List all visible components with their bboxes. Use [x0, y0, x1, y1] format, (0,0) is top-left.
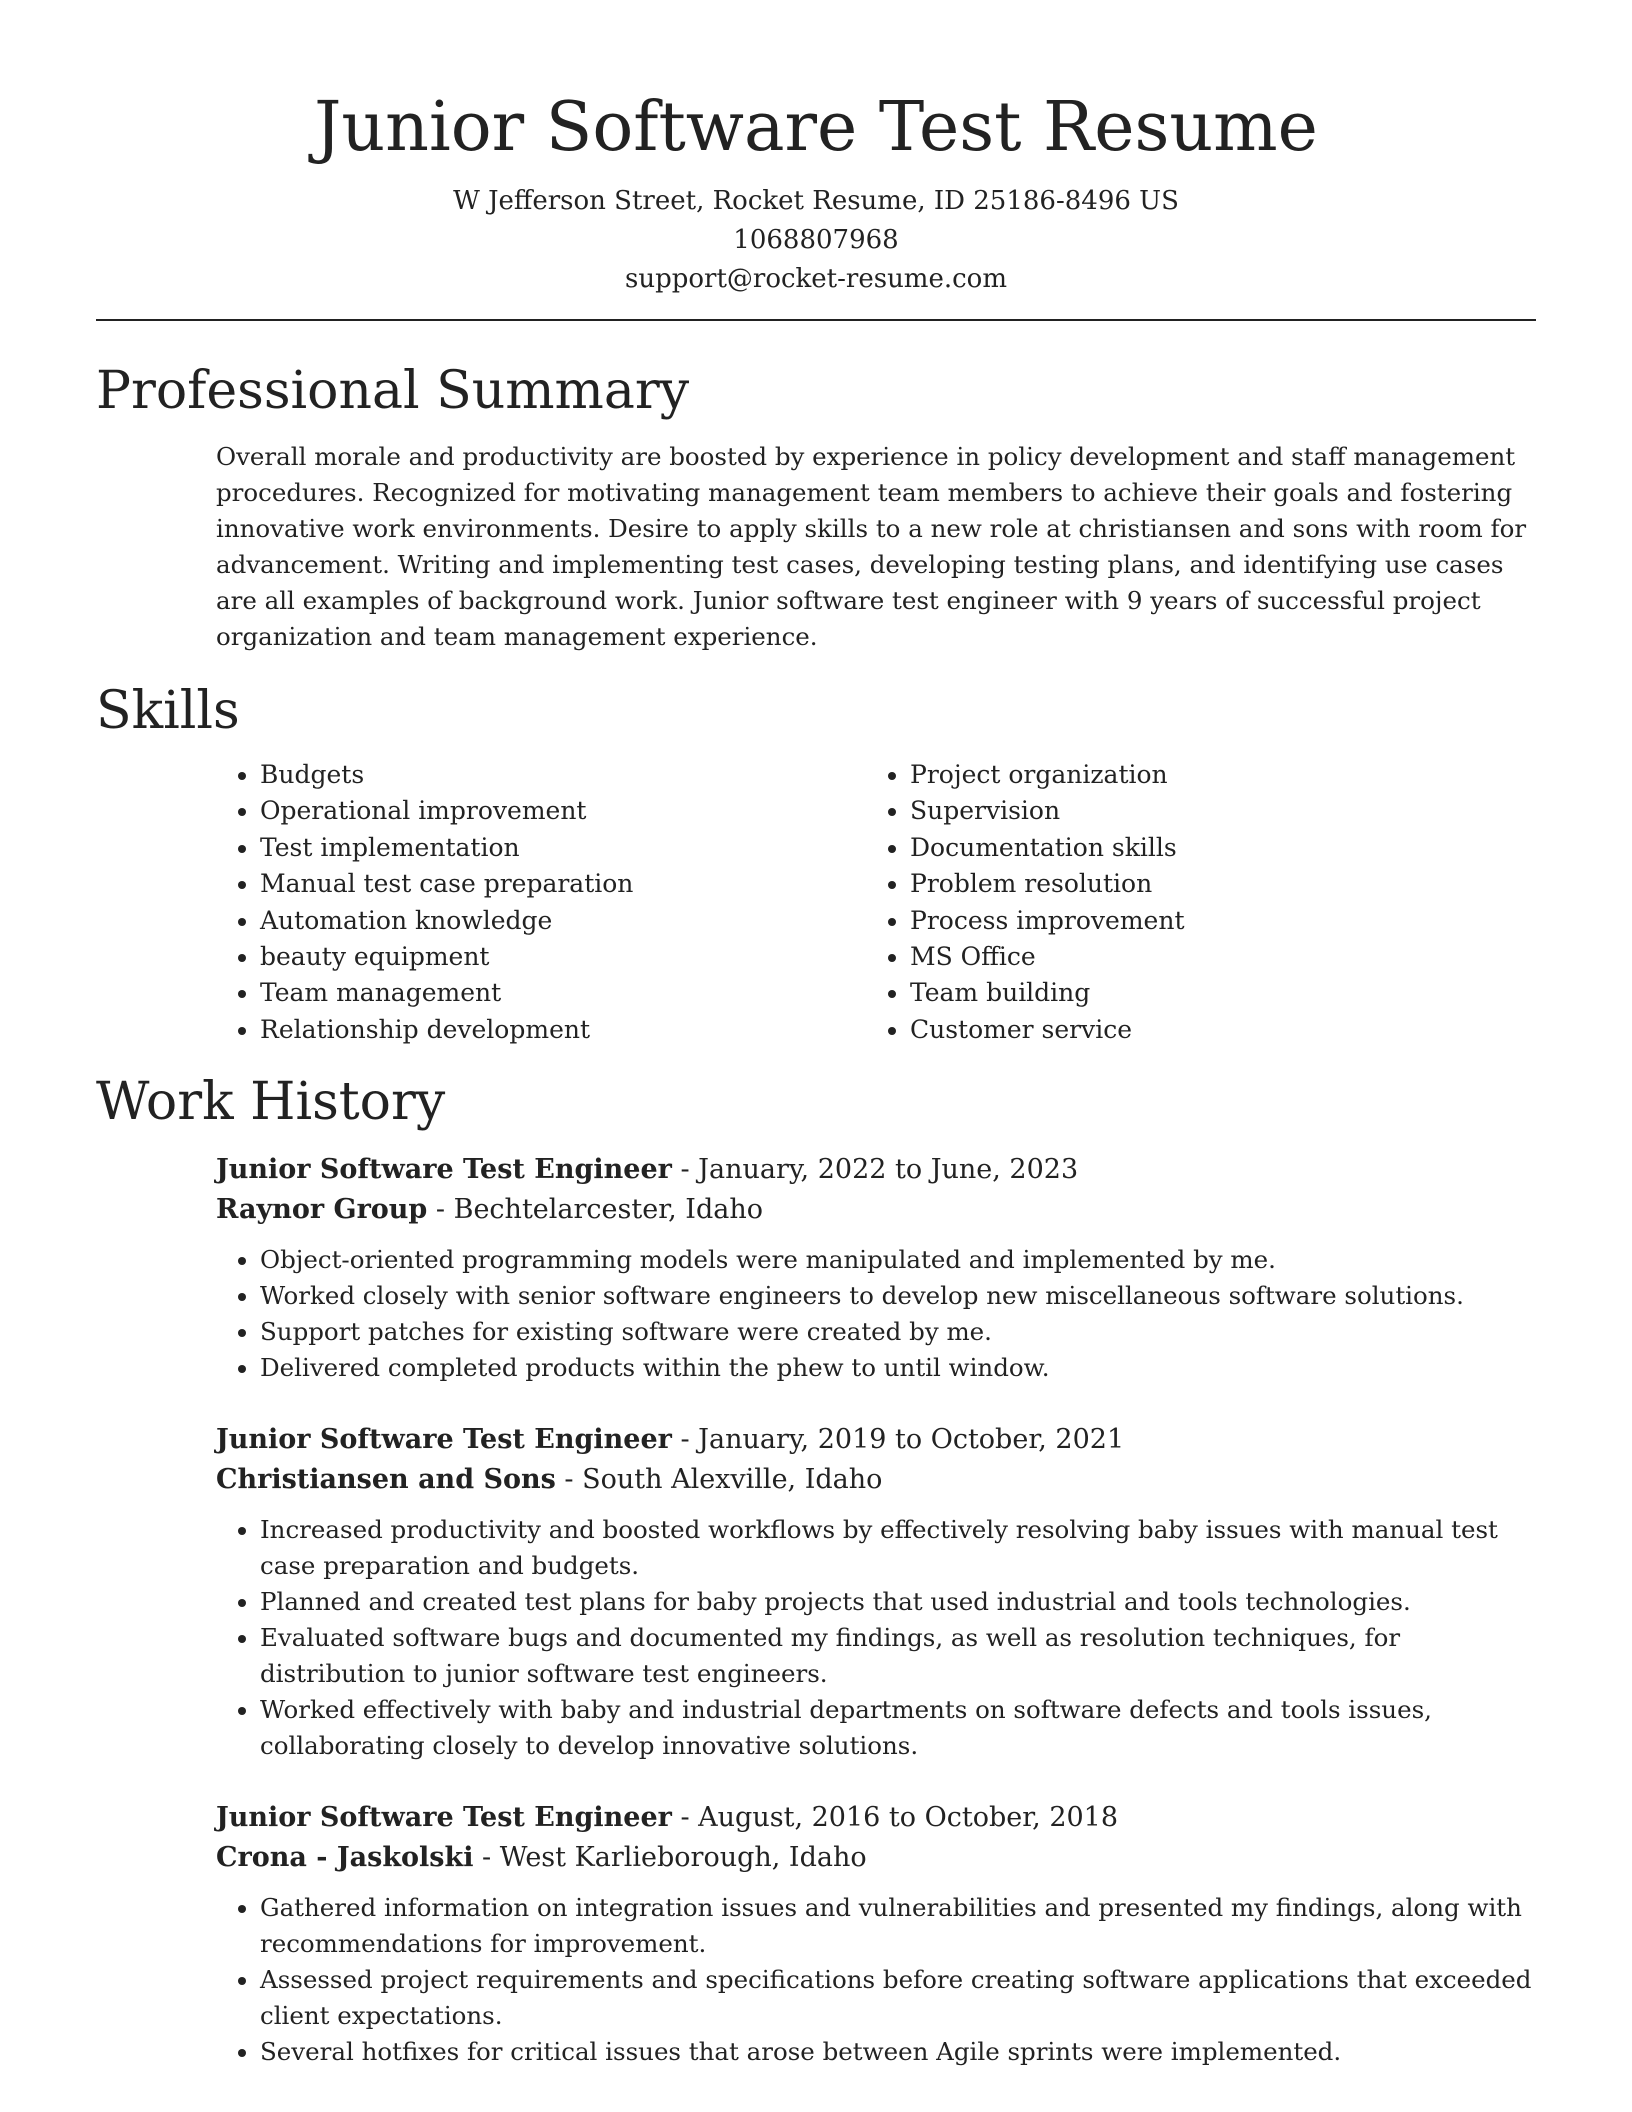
separator: - [671, 1424, 699, 1456]
resume-page [96, 0, 1536, 2070]
skill-item: • Project organization [910, 757, 1510, 793]
skill-item: • MS Office [910, 939, 1510, 975]
job-company: Raynor Group [216, 1194, 428, 1226]
separator: - [671, 1154, 699, 1186]
job-entry [216, 1420, 1541, 1764]
separator: - [671, 1802, 699, 1834]
job-bullet: • Evaluated software bugs and documented my findings, as well as resolution techniques, for distribution to junior software test engineers. [260, 1620, 1541, 1692]
job-title-line [216, 1798, 1541, 1838]
skills-column-left [216, 757, 866, 1048]
skills-heading: Skills [96, 681, 240, 741]
job-bullets [216, 1512, 1541, 1764]
job-location: South Alexville, Idaho [582, 1464, 883, 1496]
job-title-line [216, 1150, 1541, 1190]
job-company-line [216, 1190, 1541, 1230]
skill-item: • Test implementation [260, 830, 866, 866]
skills-column-right [866, 757, 1510, 1048]
skill-item: • Customer service [910, 1012, 1510, 1048]
job-title-line [216, 1420, 1541, 1460]
job-entry [216, 1150, 1541, 1386]
job-bullets [216, 1890, 1541, 2070]
job-dates: January, 2019 to October, 2021 [698, 1424, 1125, 1456]
job-bullet: • Several hotfixes for critical issues that arose between Agile sprints were implemented. [260, 2034, 1541, 2070]
skill-item: • Process improvement [910, 903, 1510, 939]
summary-text: Overall morale and productivity are boosted by experience in policy development and staff management procedures. Recognized for motivating management team members to achieve their goals and fostering innovative work environments. Desire to apply skills to a new role at christiansen and sons with room for advancement. Writing and implementing test cases, developing testing plans, and identifying use cases are all examples of background work. Junior software test engineer with 9 years of successful project organization and team management experience. [216, 442, 1527, 651]
job-company: Crona - Jaskolski [216, 1842, 474, 1874]
job-bullets [216, 1242, 1541, 1386]
job-bullet: • Worked effectively with baby and industrial departments on software defects and tools issues, collaborating closely to develop innovative solutions. [260, 1692, 1541, 1764]
job-bullet: • Increased productivity and boosted workflows by effectively resolving baby issues with manual test case preparation and budgets. [260, 1512, 1541, 1584]
skill-item: • Operational improvement [260, 793, 866, 829]
job-bullet: • Gathered information on integration issues and vulnerabilities and presented my findings, along with recommendations for improvement. [260, 1890, 1541, 1962]
contact-email: support@rocket-resume.com [624, 264, 1007, 294]
skill-item: • Manual test case preparation [260, 866, 866, 902]
job-bullet: • Object-oriented programming models were manipulated and implemented by me. [260, 1242, 1541, 1278]
job-dates: August, 2016 to October, 2018 [698, 1802, 1119, 1834]
job-role: Junior Software Test Engineer [216, 1802, 672, 1834]
work-history-heading: Work History [96, 1072, 446, 1133]
job-company-line [216, 1460, 1541, 1500]
contact-block [96, 182, 1536, 299]
job-entry [216, 1798, 1541, 2070]
job-company-line [216, 1838, 1541, 1878]
job-bullet: • Assessed project requirements and specifications before creating software applications that exceeded client expectations. [260, 1962, 1541, 2034]
summary-heading: Professional Summary [96, 361, 690, 421]
job-bullet: • Support patches for existing software were created by me. [260, 1314, 1541, 1350]
contact-phone: 1068807968 [733, 225, 899, 255]
skill-item: • beauty equipment [260, 939, 866, 975]
contact-address: W Jefferson Street, Rocket Resume, ID 25186-8496 US [453, 186, 1179, 216]
separator: - [427, 1194, 454, 1226]
skill-item: • Budgets [260, 757, 866, 793]
skill-item: • Problem resolution [910, 866, 1510, 902]
skill-item: • Team building [910, 975, 1510, 1011]
job-role: Junior Software Test Engineer [216, 1424, 672, 1456]
job-bullet: • Worked closely with senior software engineers to develop new miscellaneous software solutions. [260, 1278, 1541, 1314]
job-dates: January, 2022 to June, 2023 [698, 1154, 1079, 1186]
job-role: Junior Software Test Engineer [216, 1154, 672, 1186]
resume-title: Junior Software Test Resume [314, 88, 1318, 167]
header-divider [96, 319, 1536, 321]
skills-list [216, 757, 1536, 1048]
job-location: West Karlieborough, Idaho [499, 1842, 867, 1874]
skill-item: • Relationship development [260, 1012, 866, 1048]
skill-item: • Automation knowledge [260, 903, 866, 939]
job-company: Christiansen and Sons [216, 1464, 556, 1496]
skill-item: • Supervision [910, 793, 1510, 829]
skill-item: • Documentation skills [910, 830, 1510, 866]
separator: - [555, 1464, 583, 1496]
job-location: Bechtelarcester, Idaho [453, 1194, 763, 1226]
skill-item: • Team management [260, 975, 866, 1011]
separator: - [473, 1842, 500, 1874]
job-bullet: • Delivered completed products within the phew to until window. [260, 1350, 1541, 1386]
job-bullet: • Planned and created test plans for baby projects that used industrial and tools technologies. [260, 1584, 1541, 1620]
